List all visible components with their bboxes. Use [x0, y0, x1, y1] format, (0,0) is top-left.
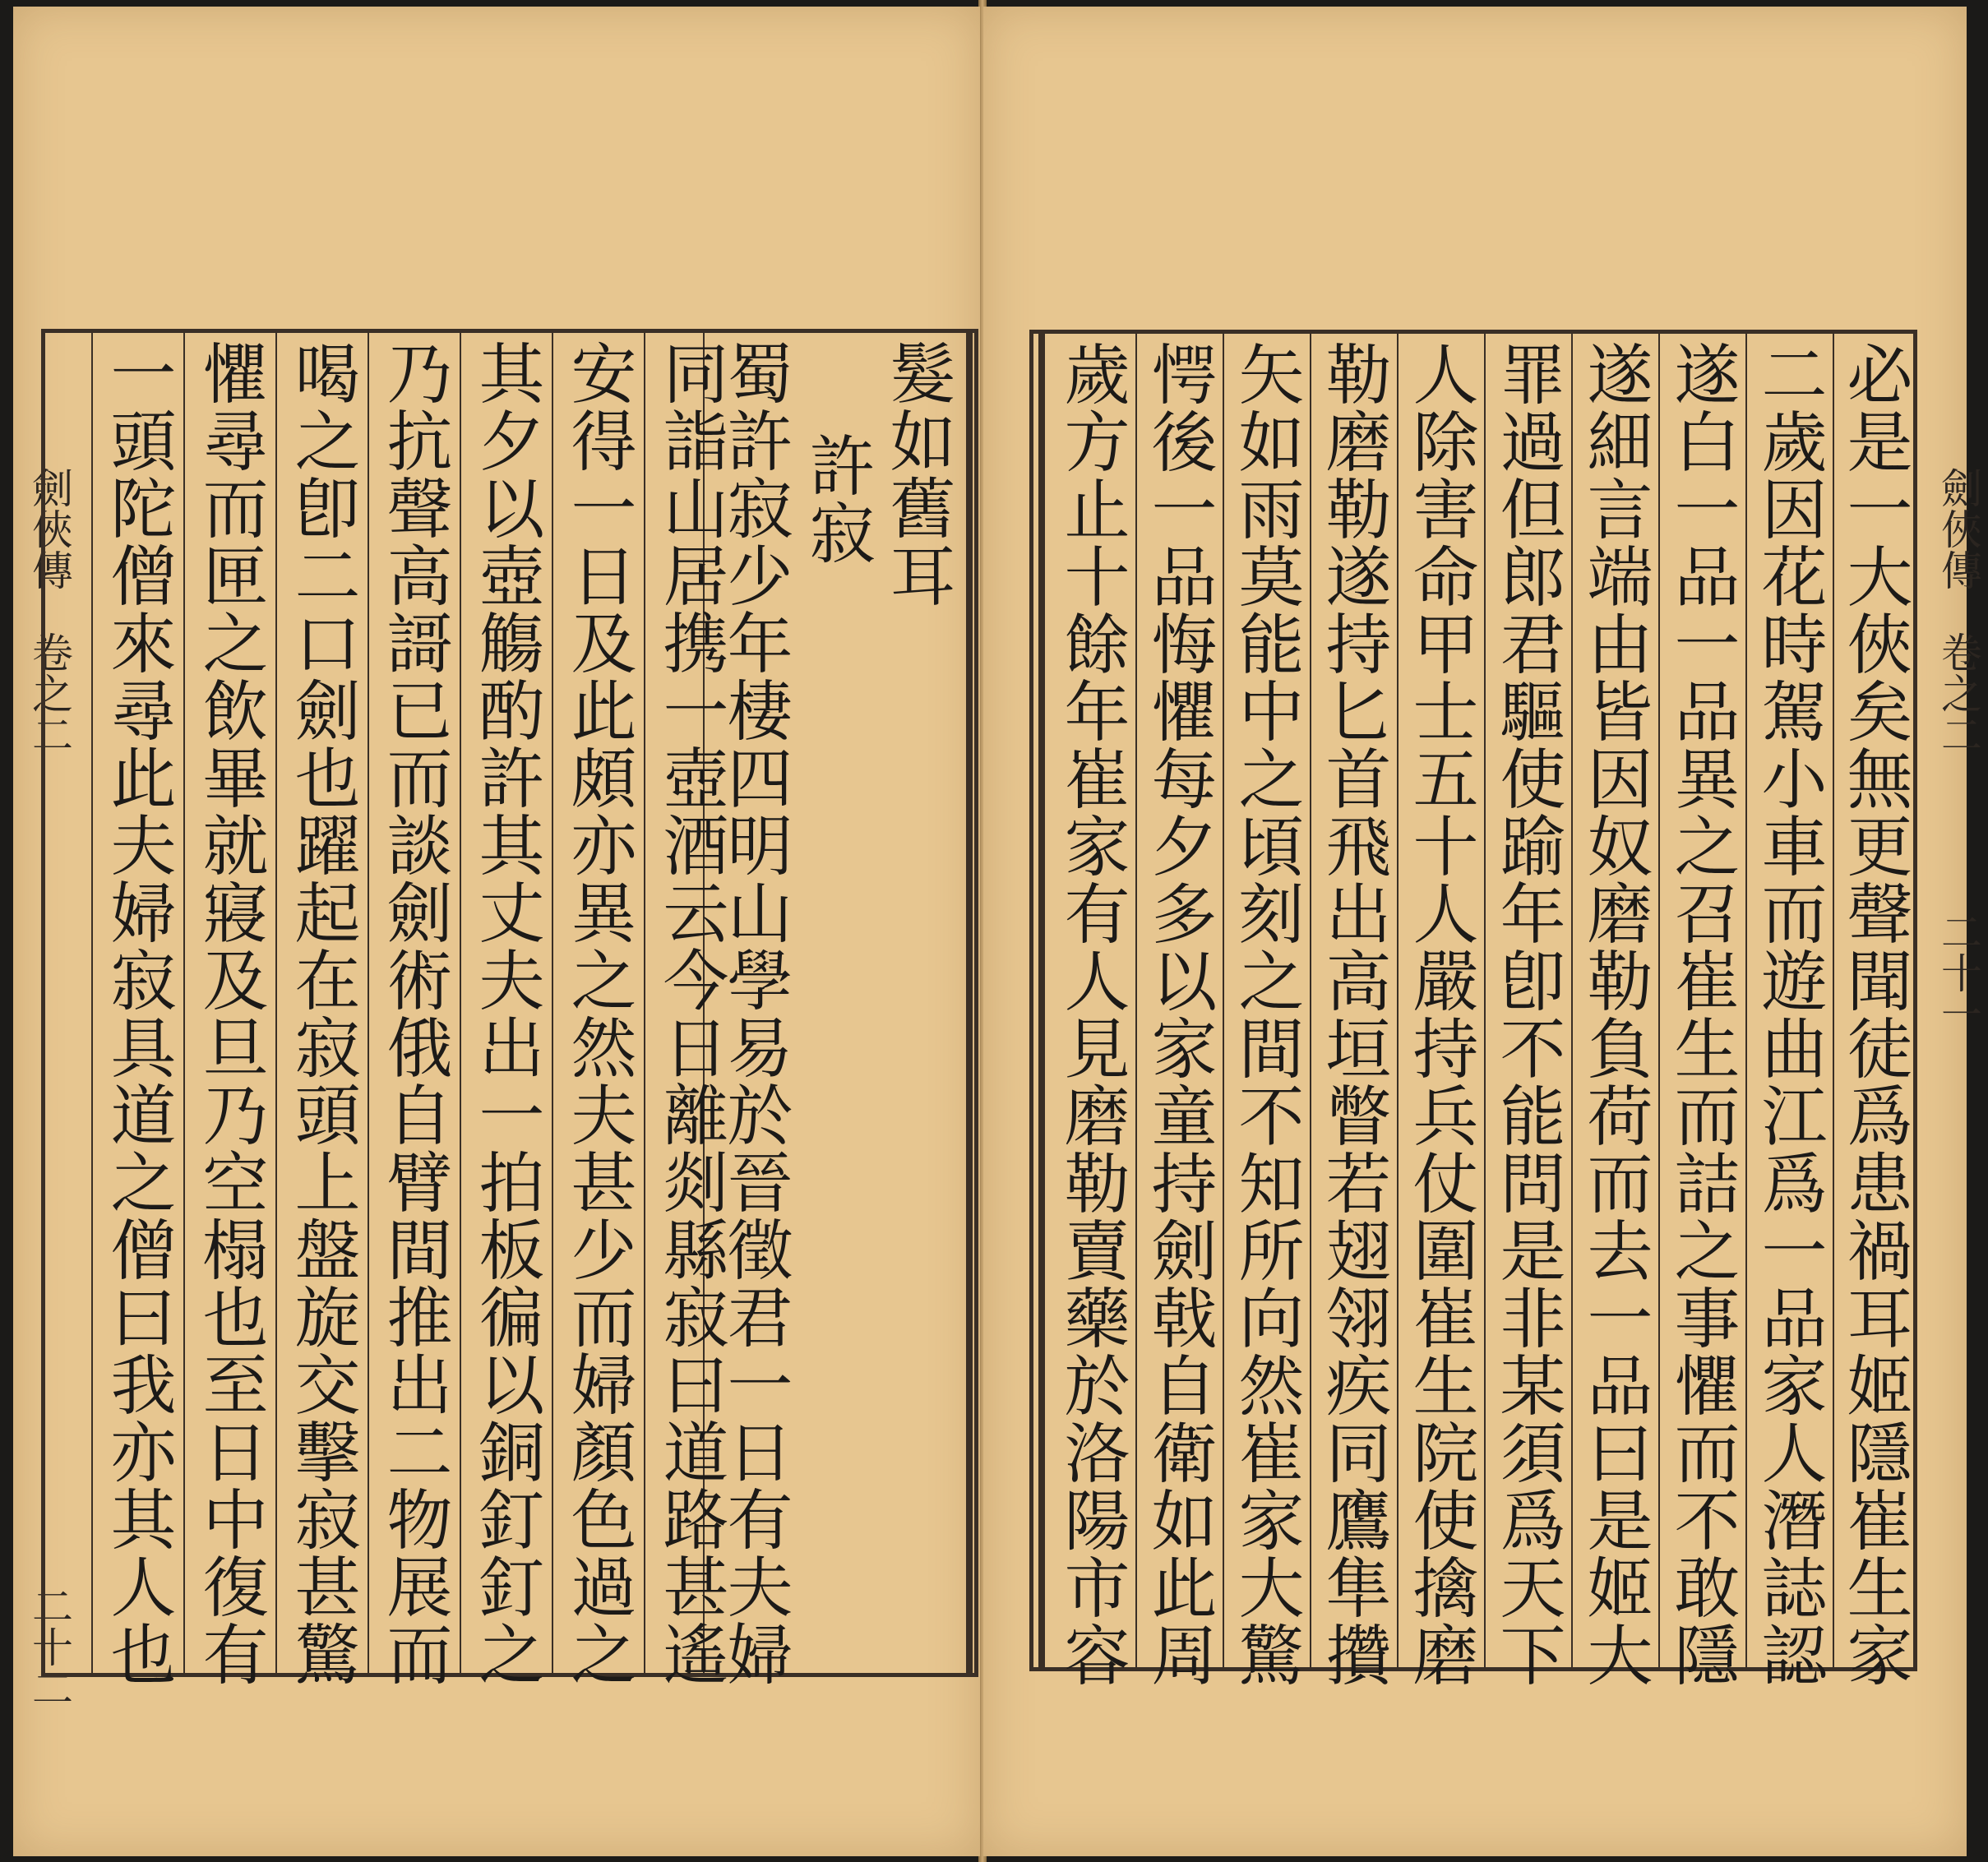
frame-rule-thick [966, 333, 973, 1673]
left-margin-volume: 卷之二 [25, 631, 73, 755]
text-column: 罪過但郎君驅使踰年卽不能問是非某須爲天下 [1489, 340, 1565, 1689]
text-column: 二歲因花時駕小車而遊曲江爲一品家人潛誌認 [1750, 340, 1827, 1689]
column-rule [91, 333, 93, 1673]
left-margin-folio: 二十二 [25, 1585, 73, 1708]
text-column: 懼尋而匣之飲畢就寢及旦乃空榻也至日中復有 [192, 340, 268, 1688]
text-column: 一頭陀僧來尋此夫婦寂具道之僧曰我亦其人也 [99, 340, 176, 1688]
text-column: 人除害命甲士五十人嚴持兵仗圍崔生院使擒磨 [1402, 340, 1478, 1689]
left-margin-title: 劍俠傳 [25, 467, 73, 590]
right-margin-title: 劍俠傳 [1935, 467, 1982, 590]
text-column: 勒磨勒遂持匕首飛出高垣瞥若翅翎疾同鷹隼攢 [1315, 340, 1391, 1689]
right-text-frame [1029, 330, 1917, 1689]
column-rule [644, 333, 645, 1673]
right-margin-folio: 二十一 [1935, 911, 1982, 1034]
frame-rule-thick [1038, 334, 1045, 1667]
column-rule [460, 333, 461, 1673]
text-column: 愕後一品悔懼每夕多以家童持劍戟自衛如此周 [1140, 340, 1217, 1689]
text-column: 矢如雨莫能中之頃刻之間不知所向然崔家大驚 [1227, 340, 1304, 1689]
text-column: 許寂 [798, 432, 875, 566]
text-column: 歲方止十餘年崔家有人見磨勒賣藥於洛陽市容 [1053, 340, 1130, 1689]
right-margin-volume: 卷之二 [1935, 631, 1982, 755]
left-page [13, 7, 980, 1856]
text-column: 必是一大俠矣無更聲聞徒爲患禍耳姬隱崔生家 [1836, 340, 1912, 1689]
column-rule [552, 333, 553, 1673]
text-column: 遂白一品一品異之召崔生而詰之事懼而不敢隱 [1663, 340, 1740, 1689]
text-column: 蜀許寂少年棲四明山學易於晉徵君一日有夫婦 [716, 340, 793, 1688]
text-column: 遂細言端由皆因奴磨勒負荷而去一品曰是姬大 [1576, 340, 1653, 1689]
column-rule [275, 333, 277, 1673]
text-column: 同詣山居携一壺酒云今日離剡縣寂曰道路甚遙 [652, 340, 728, 1688]
column-rule [368, 333, 369, 1673]
text-column: 喝之卽二口劍也躍起在寂頭上盤旋交擊寂甚驚 [284, 340, 360, 1688]
right-page [983, 7, 1982, 1856]
column-rule [183, 333, 185, 1673]
text-column: 乃抗聲高謌已而談劍術俄自臂間推出二物展而 [376, 340, 452, 1688]
text-column: 髮如舊耳 [879, 340, 955, 609]
text-column: 安得一日及此頗亦異之然夫甚少而婦顏色過之 [560, 340, 636, 1688]
text-column: 其夕以壺觴酌許其丈夫出一拍板徧以銅釘釘之 [468, 340, 544, 1688]
